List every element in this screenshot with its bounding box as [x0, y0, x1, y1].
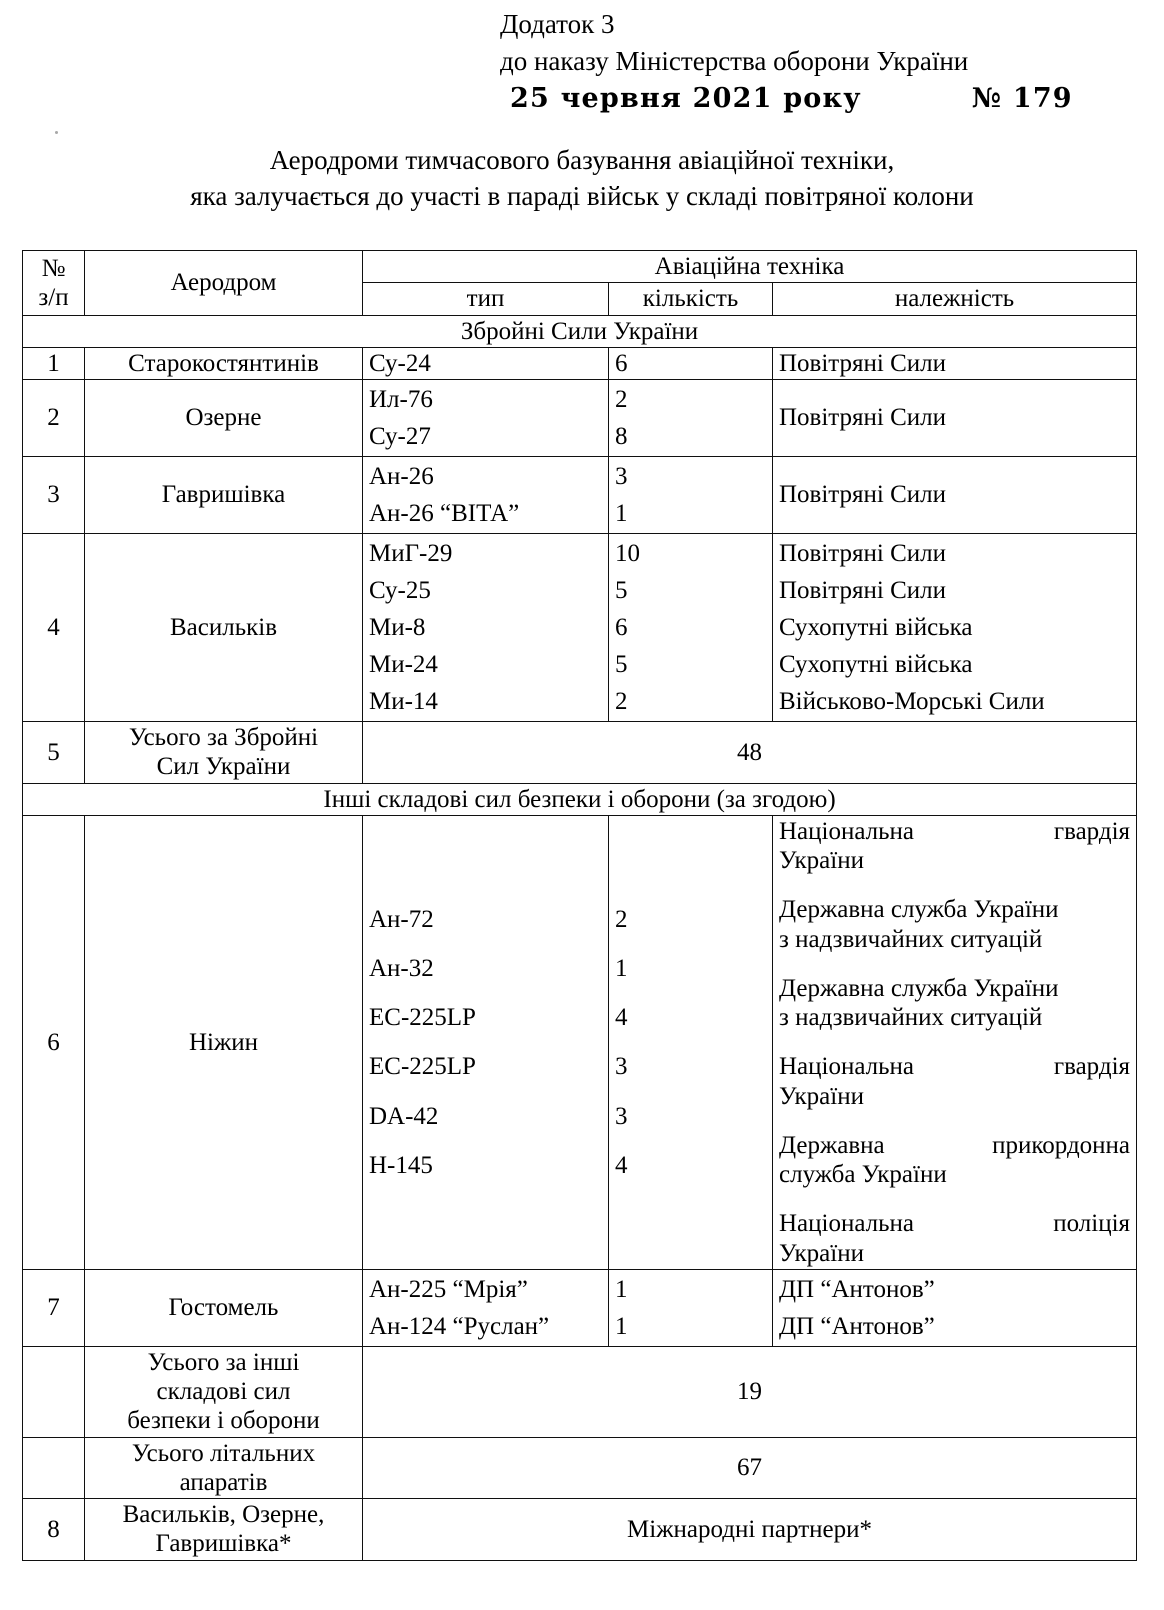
row-no: 7 — [23, 1269, 85, 1346]
row-belonging — [779, 1052, 1130, 1111]
row-type-list — [363, 1269, 609, 1346]
quantity-stack — [615, 381, 766, 455]
row-type: Ми-8 — [369, 614, 426, 641]
scan-speck — [55, 131, 58, 134]
section-row-armed-forces — [23, 315, 1137, 347]
row-belonging — [779, 1131, 1130, 1190]
international-value: Міжнародні партнери* — [363, 1499, 1137, 1561]
row-type: Су-27 — [369, 423, 431, 450]
belonging-right: гвардія — [1053, 1053, 1131, 1081]
belonging-line-2: служба України — [779, 1161, 947, 1188]
total-label-line2: Сил України — [156, 753, 291, 781]
belonging-left: Національна — [779, 1053, 915, 1081]
airfields-table-wrapper — [22, 250, 1136, 1561]
row-quantity: 1 — [615, 1312, 628, 1340]
row-no — [23, 1437, 85, 1499]
total-armed-forces-label — [85, 722, 363, 784]
row-quantity-list — [609, 457, 773, 534]
header-belonging: належність — [773, 283, 1137, 315]
table-row — [23, 534, 1137, 722]
belonging-right: поліція — [1053, 1210, 1131, 1238]
row-type: Су-25 — [369, 577, 431, 604]
row-airfield: Старокостянтинів — [85, 347, 363, 379]
row-airfield: Гостомель — [85, 1269, 363, 1346]
title-line-2: яка залучається до участі в параді військ у складі повітряної колони — [190, 181, 974, 211]
quantity-block — [615, 905, 766, 1181]
row-quantity: 1 — [615, 1275, 628, 1303]
total-armed-forces-value: 48 — [363, 722, 1137, 784]
row-quantity: 3 — [615, 463, 628, 490]
row-quantity: 1 — [615, 954, 628, 982]
quantity-stack — [615, 458, 766, 532]
belonging-line-2: з надзвичайних ситуацій — [779, 1004, 1043, 1031]
header-aviation-tech: Авіаційна техніка — [363, 251, 1137, 283]
total-label-line1: Усього за Збройні — [128, 724, 319, 751]
belonging-left: Національна — [779, 817, 915, 845]
row-type: DA-42 — [369, 1102, 439, 1130]
row-quantity: 3 — [615, 1053, 628, 1081]
type-stack — [369, 535, 602, 720]
row-airfield: Ніжин — [85, 815, 363, 1269]
belonging-line-justified — [779, 1052, 1130, 1081]
row-belonging: Повітряні Сили — [773, 457, 1137, 534]
row-quantity: 5 — [615, 577, 628, 604]
order-date: 25 червня 2021 року — [510, 83, 862, 114]
total-label-line2: складові сил — [156, 1378, 291, 1405]
row-type: Ан-72 — [369, 905, 434, 933]
document-header — [0, 6, 1100, 117]
row-belonging: Повітряні Сили — [779, 577, 947, 604]
row-belonging-list — [773, 534, 1137, 722]
row-no: 5 — [23, 722, 85, 784]
international-label-line1: Васильків, Озерне, — [122, 1501, 325, 1528]
type-stack — [369, 458, 602, 532]
row-quantity: 3 — [615, 1102, 628, 1130]
row-quantity-list — [609, 815, 773, 1269]
belonging-stack — [779, 1271, 1130, 1345]
belonging-line-justified — [779, 1209, 1130, 1238]
row-type: Ан-32 — [369, 954, 434, 982]
type-stack — [369, 381, 602, 455]
belonging-block — [779, 817, 1130, 1268]
belonging-right: прикордонна — [992, 1131, 1131, 1159]
belonging-line-1: Державна служба України — [779, 896, 1059, 924]
total-all-value: 67 — [363, 1437, 1137, 1499]
row-quantity: 5 — [615, 651, 628, 678]
belonging-right: гвардія — [1053, 817, 1131, 845]
type-stack — [369, 1271, 602, 1345]
belonging-line-2: України — [779, 1082, 864, 1110]
row-type-list — [363, 457, 609, 534]
total-other-forces-value: 19 — [363, 1346, 1137, 1437]
belonging-line-justified — [779, 817, 1130, 846]
row-type-list — [363, 380, 609, 457]
row-belonging: Повітряні Сили — [773, 347, 1137, 379]
row-no — [23, 1346, 85, 1437]
table-row — [23, 347, 1137, 379]
row-quantity: 10 — [615, 540, 640, 567]
table-row-total-armed-forces — [23, 722, 1137, 784]
row-no: 3 — [23, 457, 85, 534]
total-label-line2: апаратів — [179, 1468, 268, 1496]
section-label-other-forces: Інші складові сил безпеки і оборони (за згодою) — [23, 783, 1137, 815]
airfields-table — [22, 250, 1137, 1561]
table-row-total-all — [23, 1437, 1137, 1499]
row-quantity: 2 — [615, 905, 628, 933]
header-airfield: Аеродром — [85, 251, 363, 316]
row-type: Ми-14 — [369, 688, 438, 715]
row-type: Ан-26 “ВІТА” — [369, 500, 520, 527]
belonging-left: Національна — [779, 1210, 915, 1238]
header-no-line1: № — [41, 254, 66, 282]
row-type: EC-225LP — [369, 1053, 476, 1081]
row-no: 4 — [23, 534, 85, 722]
quantity-stack — [615, 1271, 766, 1345]
total-label-line1: Усього за інші — [147, 1348, 300, 1376]
row-airfield: Озерне — [85, 380, 363, 457]
belonging-line-2: України — [779, 1239, 864, 1267]
table-header-row-1 — [23, 251, 1137, 283]
row-belonging — [779, 974, 1130, 1033]
row-no: 1 — [23, 347, 85, 379]
row-quantity: 4 — [615, 1151, 628, 1179]
title-line-1: Аеродроми тимчасового базування авіаційної техніки, — [269, 145, 895, 175]
order-reference: до наказу Міністерства оборони України — [500, 46, 969, 76]
row-type-list — [363, 534, 609, 722]
belonging-line-2: України — [779, 847, 864, 874]
row-belonging-list — [773, 815, 1137, 1269]
row-belonging: Повітряні Сили — [779, 540, 947, 567]
row-quantity-list — [609, 1269, 773, 1346]
total-other-forces-label — [85, 1346, 363, 1437]
row-belonging — [779, 817, 1130, 876]
row-type: Ан-124 “Руслан” — [369, 1312, 550, 1340]
row-type: Ил-76 — [369, 386, 433, 413]
row-belonging — [779, 1209, 1130, 1268]
row-type: Ан-225 “Мрія” — [369, 1275, 528, 1303]
row-quantity: 4 — [615, 1004, 628, 1031]
international-label-line2: Гавришівка* — [155, 1530, 292, 1558]
row-type: МиГ-29 — [369, 540, 453, 567]
total-all-label — [85, 1437, 363, 1499]
order-number: № 179 — [971, 83, 1073, 114]
row-no: 6 — [23, 815, 85, 1269]
row-no: 8 — [23, 1499, 85, 1561]
order-date-number — [0, 80, 1100, 117]
header-no — [23, 251, 85, 316]
row-type: H-145 — [369, 1151, 433, 1179]
row-quantity: 8 — [615, 423, 628, 450]
section-label-armed-forces: Збройні Сили України — [23, 315, 1137, 347]
table-row-international — [23, 1499, 1137, 1561]
section-row-other-forces — [23, 783, 1137, 815]
row-type: EC-225LP — [369, 1004, 476, 1031]
row-quantity-list — [609, 534, 773, 722]
row-no: 2 — [23, 380, 85, 457]
row-quantity: 6 — [615, 614, 628, 641]
row-belonging: Сухопутні війська — [779, 651, 973, 678]
row-type-list — [363, 815, 609, 1269]
header-no-line2: з/п — [38, 283, 69, 311]
international-label — [85, 1499, 363, 1561]
row-quantity: 2 — [615, 386, 628, 413]
row-quantity: 2 — [615, 688, 628, 715]
total-label-line3: безпеки і оборони — [127, 1407, 320, 1435]
row-belonging: ДП “Антонов” — [779, 1275, 935, 1303]
row-airfield: Васильків — [85, 534, 363, 722]
row-belonging: Повітряні Сили — [773, 380, 1137, 457]
row-airfield: Гавришівка — [85, 457, 363, 534]
belonging-line-justified — [779, 1131, 1130, 1160]
belonging-left: Державна — [779, 1131, 885, 1159]
belonging-line-2: з надзвичайних ситуацій — [779, 925, 1043, 953]
belonging-stack — [779, 535, 1130, 720]
table-row — [23, 380, 1137, 457]
total-label-line1: Усього літальних — [131, 1439, 316, 1467]
header-type: тип — [363, 283, 609, 315]
type-block — [369, 905, 602, 1181]
belonging-line-1: Державна служба України — [779, 974, 1059, 1002]
row-belonging: ДП “Антонов” — [779, 1312, 935, 1340]
row-belonging: Військово-Морські Сили — [779, 688, 1045, 715]
row-belonging: Сухопутні війська — [779, 614, 973, 641]
appendix-label: Додаток 3 — [500, 9, 615, 39]
table-row — [23, 457, 1137, 534]
row-belonging — [779, 895, 1130, 954]
table-row-nizhyn — [23, 815, 1137, 1269]
row-quantity: 6 — [609, 347, 773, 379]
row-type: Су-24 — [363, 347, 609, 379]
quantity-stack — [615, 535, 766, 720]
row-belonging-list — [773, 1269, 1137, 1346]
page-title — [0, 142, 1164, 214]
row-quantity-list — [609, 380, 773, 457]
table-row-total-other-forces — [23, 1346, 1137, 1437]
row-type: Ми-24 — [369, 651, 438, 678]
header-quantity: кількість — [609, 283, 773, 315]
row-type: Ан-26 — [369, 463, 434, 490]
table-row-hostomel — [23, 1269, 1137, 1346]
row-quantity: 1 — [615, 500, 628, 527]
